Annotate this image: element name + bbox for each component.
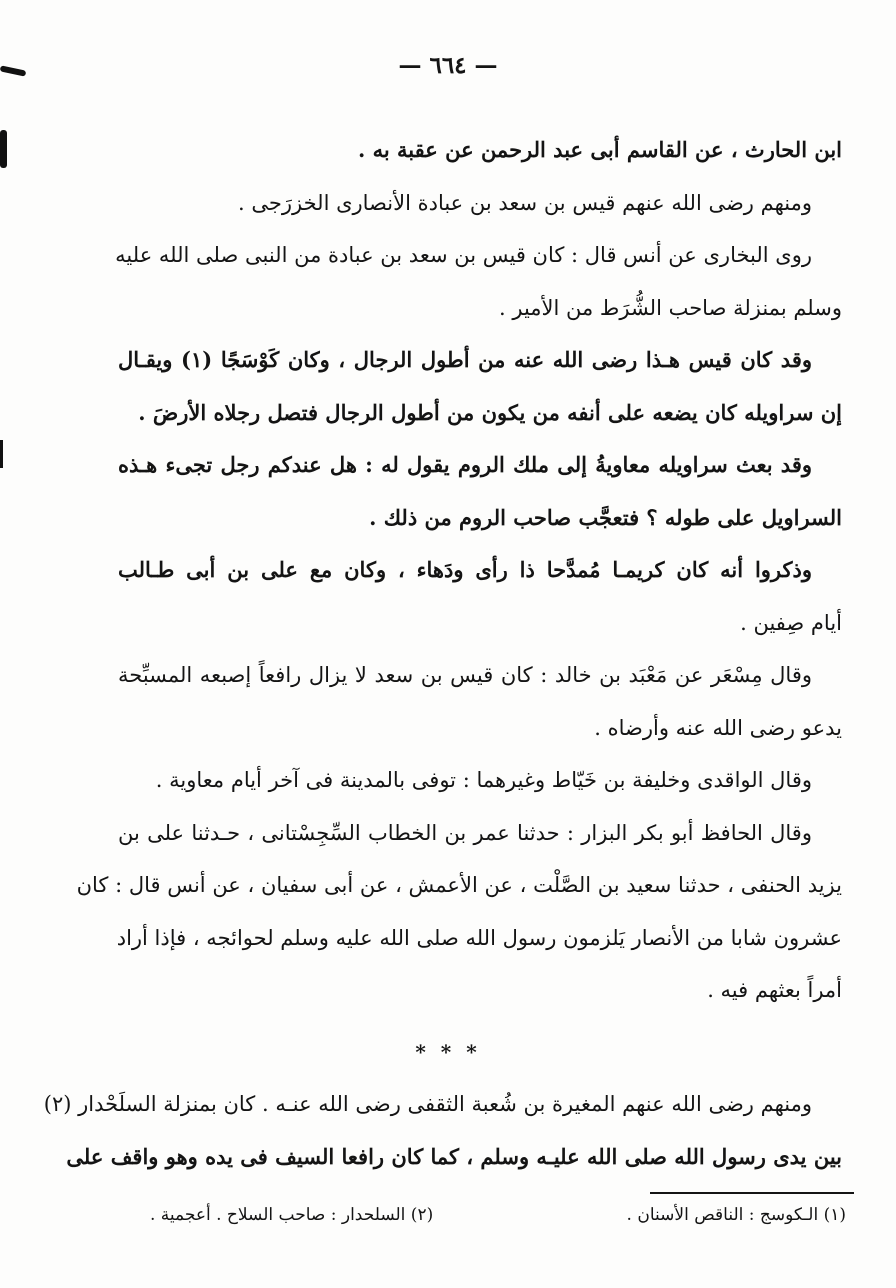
text-line: إن سراويله كان يضعه على أنفه من يكون من أطول الرجال فتصل رجلاه الأرضَ . — [138, 399, 842, 425]
scan-edge-mark — [0, 440, 3, 468]
footnotes — [150, 1200, 846, 1230]
text-line: وذكروا أنه كان كريمـا مُمدَّحا ذا رأى ودَهاء ، وكان مع على بن أبى طـالب — [118, 557, 812, 582]
text-line: وقال مِسْعَر عن مَعْبَد بن خالد : كان قيس بن سعد لا يزال رافعاً إصبعه المسبِّحة — [118, 663, 812, 687]
footnote-divider — [650, 1192, 854, 1194]
text-line: ومنهم رضى الله عنهم المغيرة بن شُعبة الثقفى رضى الله عنـه . كان بمنزلة السلَحْدار (٢) — [43, 1092, 812, 1116]
footnote-1: (١) الـكوسج : الناقص الأسنان . — [626, 1205, 846, 1225]
section-separator: * * * — [415, 1040, 481, 1064]
text-line: ابن الحارث ، عن القاسم أبى عبد الرحمن عن عقبة به . — [358, 137, 842, 162]
main-text-continued — [43, 1082, 842, 1187]
text-line: يدعو رضى الله عنه وأرضاه . — [594, 715, 842, 740]
text-line: وسلم بمنزلة صاحب الشُّرَط من الأمير . — [499, 295, 842, 320]
footnote-2: (٢) السلحدار : صاحب السلاح . أعجمية . — [150, 1205, 434, 1225]
text-line: روى البخارى عن أنس قال : كان قيس بن سعد بن عبادة من النبى صلى الله عليه — [115, 243, 812, 267]
text-line: وقد بعث سراويله معاويةُ إلى ملك الروم يقول له : هل عندكم رجل تجىء هـذه — [118, 452, 812, 477]
text-line: وقال الحافظ أبو بكر البزار : حدثنا عمر بن الخطاب السِّجِسْتانى ، حـدثنا على بن — [118, 820, 812, 845]
text-line: وقال الواقدى وخليفة بن خَيّاط وغيرهما : توفى بالمدينة فى آخر أيام معاوية . — [155, 768, 812, 792]
main-text — [76, 128, 842, 1021]
text-line: بين يدى رسول الله صلى الله عليـه وسلم ، كما كان رافعا السيف فى يده وهو واقف على — [66, 1143, 842, 1169]
page-number: — ٦٦٤ — — [398, 52, 498, 79]
text-line: يزيد الحنفى ، حدثنا سعيد بن الصَّلْت ، عن الأعمش ، عن أبى سفيان ، عن أنس قال : كان — [76, 873, 842, 897]
text-line: ومنهم رضى الله عنهم قيس بن سعد بن عبادة الأنصارى الخزرَجى . — [238, 190, 812, 215]
text-line: عشرون شابا من الأنصار يَلزمون رسول الله صلى الله عليه وسلم لحوائجه ، فإذا أراد — [116, 925, 842, 950]
scan-edge-mark — [0, 130, 7, 168]
text-line: السراويل على طوله ؟ فتعجَّب صاحب الروم من ذلك . — [369, 504, 842, 530]
text-line: أيام صِفين . — [740, 610, 842, 635]
text-line: وقد كان قيس هـذا رضى الله عنه من أطول الرجال ، وكان كَوْسَجًا (١) ويقـال — [118, 347, 812, 372]
text-line: أمراً بعثهم فيه . — [707, 978, 842, 1002]
